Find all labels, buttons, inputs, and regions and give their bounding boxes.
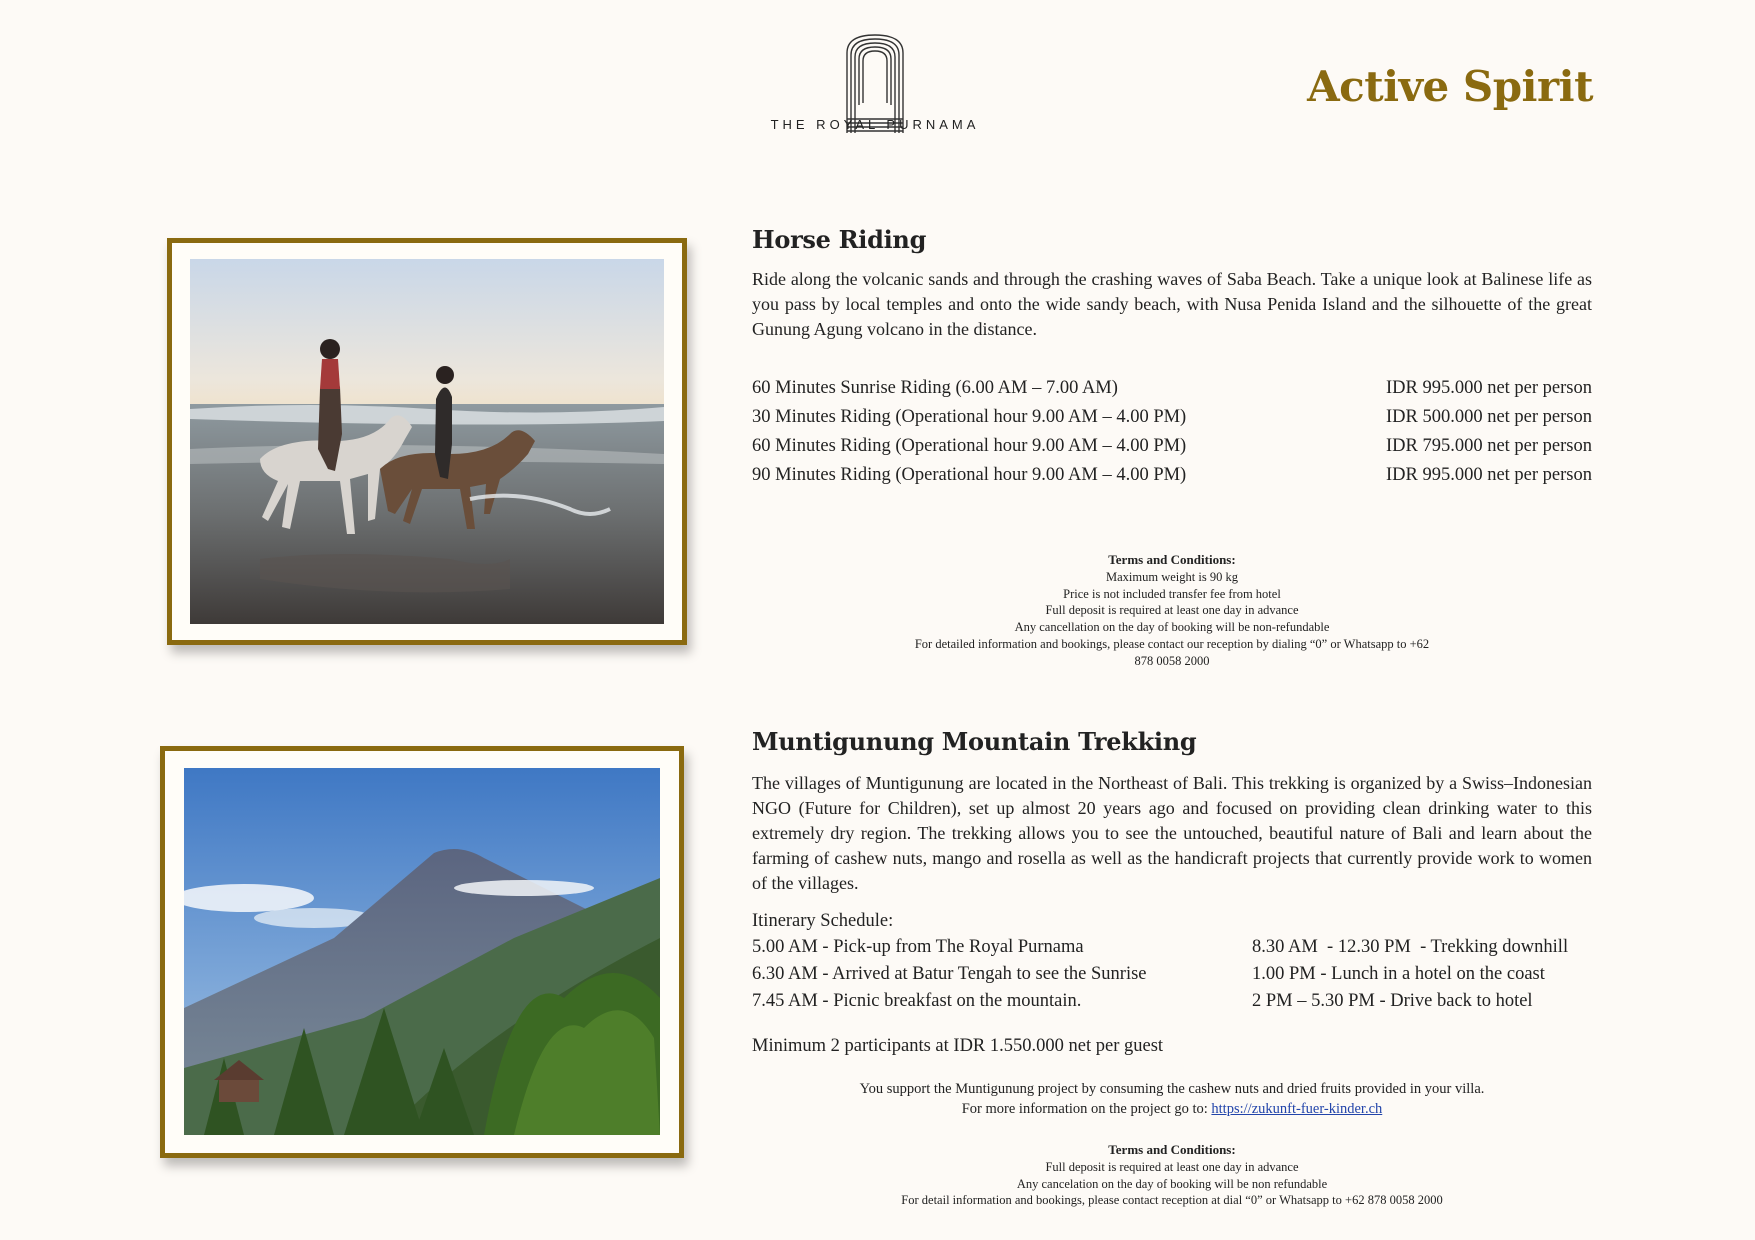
terms-title: Terms and Conditions: <box>1108 552 1236 567</box>
project-support <box>752 1079 1592 1119</box>
price-row <box>752 403 1592 432</box>
horse-riding-photo <box>190 259 664 624</box>
itinerary-title: Itinerary Schedule: <box>752 911 894 931</box>
terms-line: Full deposit is required at least one day in advance <box>1045 603 1299 618</box>
itinerary-item: 1.00 PM - Lunch in a hotel on the coast <box>1252 964 1545 984</box>
mountain-trekking-photo <box>184 768 660 1135</box>
itinerary-item: 5.00 AM - Pick-up from The Royal Purnama <box>752 937 1084 957</box>
itinerary-item: 8.30 AM - 12.30 PM - Trekking downhill <box>1252 937 1569 957</box>
price-label: 60 Minutes Riding (Operational hour 9.00 AM – 4.00 PM) <box>752 436 1187 456</box>
project-link[interactable]: https://zukunft-fuer-kinder.ch <box>1211 1101 1383 1117</box>
price-value: IDR 995.000 net per person <box>1385 378 1592 398</box>
price-value: IDR 995.000 net per person <box>1385 465 1592 485</box>
price-label: 90 Minutes Riding (Operational hour 9.00 AM – 4.00 PM) <box>752 465 1187 485</box>
terms-line: For detail information and bookings, please contact reception at dial “0” or Whatsapp to +62 878 0058 2000 <box>901 1193 1443 1208</box>
price-value: IDR 500.000 net per person <box>1385 407 1592 427</box>
price-label: 30 Minutes Riding (Operational hour 9.00 AM – 4.00 PM) <box>752 407 1187 427</box>
minimum-participants: Minimum 2 participants at IDR 1.550.000 net per guest <box>752 1036 1164 1056</box>
terms-line: Any cancelation on the day of booking will be non refundable <box>1016 1176 1328 1191</box>
logo-text: THE ROYAL PURNAMA <box>770 117 980 132</box>
support-line: You support the Muntigunung project by consuming the cashew nuts and dried fruits provided in your villa. <box>859 1081 1485 1097</box>
terms-line: For detailed information and bookings, please contact our reception by dialing “0” or Whatsapp to +62 <box>914 636 1430 651</box>
itinerary-item: 7.45 AM - Picnic breakfast on the mountain. <box>752 991 1082 1011</box>
trekking-description: The villages of Muntigunung are located in the Northeast of Bali. This trekking is organized by a Swiss–Indonesian NGO (Future for Children), set up almost 20 years ago and focused on providing clean drinking water to this extremely dry region. The trekking allows you to see the untouched, beautiful nature of Bali and learn about the farming of cashew nuts, mango and rosella as well as the handicraft projects that currently provide work to women of the villages. <box>752 773 1592 893</box>
price-row <box>752 432 1592 461</box>
terms-line: 878 0058 2000 <box>1134 653 1210 668</box>
trekking-terms <box>752 1142 1592 1209</box>
price-row <box>752 374 1592 403</box>
trekking-title: Muntigunung Mountain Trekking <box>752 727 1197 756</box>
logo <box>755 33 995 143</box>
horse-price-list <box>752 374 1592 490</box>
terms-line: Maximum weight is 90 kg <box>1106 569 1238 584</box>
itinerary-item: 6.30 AM - Arrived at Batur Tengah to see the Sunrise <box>752 964 1147 984</box>
terms-title: Terms and Conditions: <box>1108 1142 1236 1157</box>
terms-line: Any cancellation on the day of booking will be non-refundable <box>1014 620 1330 635</box>
terms-line: Full deposit is required at least one day in advance <box>1045 1159 1299 1174</box>
horse-terms <box>752 552 1592 670</box>
horse-riding-description: Ride along the volcanic sands and through the crashing waves of Saba Beach. Take a unique look at Balinese life as you pass by local temples and onto the wide sandy beach, with Nusa Penida Island and the silhouette of the great Gunung Agung volcano in the distance. <box>752 269 1592 339</box>
price-label: 60 Minutes Sunrise Riding (6.00 AM – 7.00 AM) <box>752 378 1118 398</box>
price-value: IDR 795.000 net per person <box>1385 436 1592 456</box>
itinerary-item: 2 PM – 5.30 PM - Drive back to hotel <box>1252 991 1533 1011</box>
more-info-text: For more information on the project go to: <box>961 1101 1212 1117</box>
itinerary-table <box>752 934 1592 1015</box>
price-row <box>752 461 1592 490</box>
horse-riding-title: Horse Riding <box>752 225 927 254</box>
page-title: Active Spirit <box>1307 62 1593 111</box>
terms-line: Price is not included transfer fee from hotel <box>1063 586 1281 601</box>
